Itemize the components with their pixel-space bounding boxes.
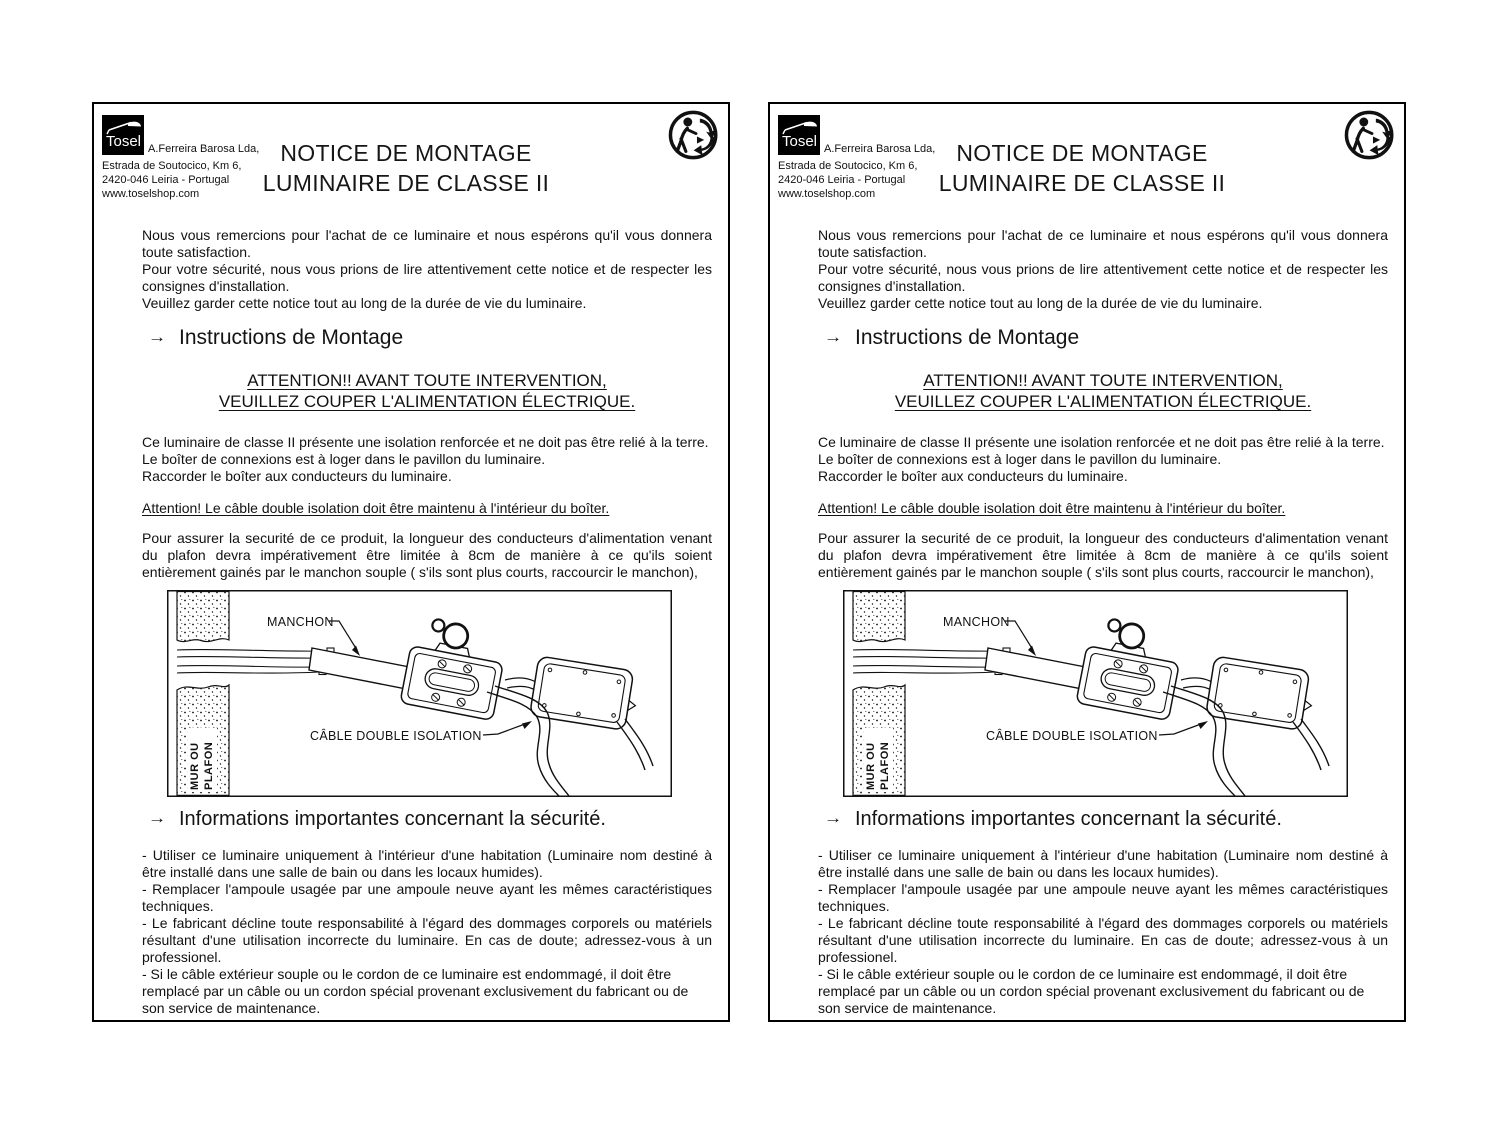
title-line-1: NOTICE DE MONTAGE bbox=[956, 140, 1208, 166]
safety-line: professionel. bbox=[818, 949, 898, 965]
intro-line: Pour votre sécurité, nous vous prions de lire attentivement cette notice et de respecter les bbox=[142, 261, 712, 277]
wall-label-line1: MUR OU bbox=[865, 742, 877, 790]
publisher-website: www.toselshop.com bbox=[778, 188, 876, 200]
intro-line: toute satisfaction. bbox=[142, 244, 251, 260]
arrow-icon: → bbox=[147, 329, 167, 346]
intro-line: Veuillez garder cette notice tout au long de la durée de vie du luminaire. bbox=[142, 295, 587, 311]
section-heading-text: Informations importantes concernant la sécurité. bbox=[179, 808, 606, 830]
montage-line: Le boîter de connexions est à loger dans le pavillon du luminaire. bbox=[142, 451, 546, 467]
title-line-2: LUMINAIRE DE CLASSE II bbox=[938, 170, 1226, 196]
sleeve-line: entièrement gainés par le manchon souple ( s'ils sont plus courts, raccourcir le manchon), bbox=[818, 564, 1374, 580]
safety-line: être installé dans une salle de bain ou dans les locaux humides). bbox=[818, 864, 1219, 880]
wall-section-upper bbox=[177, 592, 229, 642]
montage-line: Le boîter de connexions est à loger dans le pavillon du luminaire. bbox=[818, 451, 1222, 467]
address-line: Estrada de Soutocico, Km 6, bbox=[778, 160, 918, 172]
section-heading-text: Instructions de Montage bbox=[179, 326, 404, 349]
safety-line: son service de maintenance. bbox=[142, 1000, 321, 1016]
manchon-label: MANCHON bbox=[943, 615, 1010, 629]
warning-line: ATTENTION!! AVANT TOUTE INTERVENTION, bbox=[247, 371, 607, 390]
safety-line: - Si le câble extérieur souple ou le cordon de ce luminaire est endommagé, il doit être bbox=[818, 966, 1348, 982]
safety-line: - Le fabricant décline toute responsabilité à l'égard des dommages corporels ou matériels bbox=[818, 915, 1388, 931]
montage-line: Raccorder le boîter aux conducteurs du luminaire. bbox=[818, 468, 1128, 484]
installation-diagram bbox=[843, 590, 1348, 797]
section-safety-heading bbox=[825, 806, 1282, 832]
intro-line: toute satisfaction. bbox=[818, 244, 927, 260]
tosel-logo bbox=[102, 115, 144, 155]
section-heading-text: Informations importantes concernant la sécurité. bbox=[855, 808, 1282, 830]
warning-line: ATTENTION!! AVANT TOUTE INTERVENTION, bbox=[923, 371, 1283, 390]
arrow-icon: → bbox=[823, 329, 843, 346]
sleeve-line: Pour assurer la securité de ce produit, la longueur des conducteurs d'alimentation venant bbox=[142, 530, 712, 546]
page-title bbox=[830, 138, 1334, 198]
sleeve-paragraph bbox=[818, 530, 1388, 581]
montage-paragraph bbox=[818, 434, 1388, 485]
section-montage-heading bbox=[825, 325, 1079, 351]
intro-line: consignes d'installation. bbox=[818, 278, 966, 294]
sleeve-line: du plafon devra impérativement être limitée à 8cm de manière à ce qu'ils soient bbox=[142, 547, 712, 563]
safety-line: - Utiliser ce luminaire uniquement à l'intérieur d'une habitation (Luminaire nom destiné à bbox=[142, 847, 712, 863]
warning-line: VEUILLEZ COUPER L'ALIMENTATION ÉLECTRIQUE. bbox=[218, 392, 636, 411]
safety-line: remplacé par un câble ou un cordon spécial provenant exclusivement du fabricant ou de bbox=[142, 983, 689, 999]
address-line: Estrada de Soutocico, Km 6, bbox=[102, 160, 242, 172]
cable-attention-note: Attention! Le câble double isolation doit être maintenu à l'intérieur du boîter. bbox=[142, 500, 610, 516]
sleeve-line: Pour assurer la securité de ce produit, la longueur des conducteurs d'alimentation venant bbox=[818, 530, 1388, 546]
intro-paragraphs bbox=[818, 227, 1388, 312]
sleeve-line: entièrement gainés par le manchon souple ( s'ils sont plus courts, raccourcir le manchon), bbox=[142, 564, 698, 580]
triman-recycling-icon bbox=[1343, 108, 1401, 162]
safety-line: techniques. bbox=[818, 898, 890, 914]
section-safety-heading bbox=[149, 806, 606, 832]
safety-line: - Si le câble extérieur souple ou le cordon de ce luminaire est endommagé, il doit être bbox=[142, 966, 672, 982]
safety-line: techniques. bbox=[142, 898, 214, 914]
montage-line: Ce luminaire de classe II présente une isolation renforcée et ne doit pas être relié à la terre. bbox=[818, 434, 1385, 450]
wall-label-line2: PLAFON bbox=[879, 741, 891, 790]
wall-label-line2: PLAFON bbox=[203, 741, 215, 790]
safety-bullets bbox=[142, 847, 712, 1017]
safety-bullets bbox=[818, 847, 1388, 1017]
intro-line: Veuillez garder cette notice tout au long de la durée de vie du luminaire. bbox=[818, 295, 1263, 311]
logo-brand-text: Tosel bbox=[782, 133, 818, 150]
publisher-name: A.Ferreira Barosa Lda, bbox=[148, 143, 260, 155]
montage-line: Raccorder le boîter aux conducteurs du luminaire. bbox=[142, 468, 452, 484]
address-line: 2420-046 Leiria - Portugal bbox=[778, 174, 906, 186]
installation-diagram bbox=[167, 590, 672, 797]
arrow-icon: → bbox=[147, 810, 167, 827]
tosel-logo bbox=[778, 115, 820, 155]
logo-brand-text: Tosel bbox=[106, 133, 142, 150]
title-line-2: LUMINAIRE DE CLASSE II bbox=[262, 170, 550, 196]
safety-line: - Le fabricant décline toute responsabilité à l'égard des dommages corporels ou matériels bbox=[142, 915, 712, 931]
safety-line: - Utiliser ce luminaire uniquement à l'intérieur d'une habitation (Luminaire nom destiné à bbox=[818, 847, 1388, 863]
wall-label-line1: MUR OU bbox=[189, 742, 201, 790]
sleeve-line: du plafon devra impérativement être limitée à 8cm de manière à ce qu'ils soient bbox=[818, 547, 1388, 563]
power-warning bbox=[142, 370, 712, 412]
safety-line: - Remplacer l'ampoule usagée par une ampoule neuve ayant les mêmes caractéristiques bbox=[818, 881, 1388, 897]
wall-section-upper bbox=[853, 592, 905, 642]
pendant-lamp-icon bbox=[778, 115, 820, 155]
safety-line: - Remplacer l'ampoule usagée par une ampoule neuve ayant les mêmes caractéristiques bbox=[142, 881, 712, 897]
warning-line: VEUILLEZ COUPER L'ALIMENTATION ÉLECTRIQUE. bbox=[894, 392, 1312, 411]
manchon-label: MANCHON bbox=[267, 615, 334, 629]
safety-line: son service de maintenance. bbox=[818, 1000, 997, 1016]
notice-page-right bbox=[768, 102, 1406, 1022]
safety-line: résultant d'une utilisation incorrecte du luminaire. En cas de doute; adressez-vous à un bbox=[142, 932, 712, 948]
cable-label: CÂBLE DOUBLE ISOLATION bbox=[986, 729, 1158, 743]
intro-line: Nous vous remercions pour l'achat de ce luminaire et nous espérons qu'il vous donnera bbox=[142, 227, 712, 243]
title-line-1: NOTICE DE MONTAGE bbox=[280, 140, 532, 166]
intro-paragraphs bbox=[142, 227, 712, 312]
page-title bbox=[154, 138, 658, 198]
cable-attention-note: Attention! Le câble double isolation doit être maintenu à l'intérieur du boîter. bbox=[818, 500, 1286, 516]
address-line: 2420-046 Leiria - Portugal bbox=[102, 174, 230, 186]
publisher-website: www.toselshop.com bbox=[102, 188, 200, 200]
safety-line: être installé dans une salle de bain ou dans les locaux humides). bbox=[142, 864, 543, 880]
safety-line: remplacé par un câble ou un cordon spécial provenant exclusivement du fabricant ou de bbox=[818, 983, 1365, 999]
safety-line: professionel. bbox=[142, 949, 222, 965]
montage-line: Ce luminaire de classe II présente une isolation renforcée et ne doit pas être relié à la terre. bbox=[142, 434, 709, 450]
intro-line: consignes d'installation. bbox=[142, 278, 290, 294]
triman-recycling-icon bbox=[667, 108, 725, 162]
section-montage-heading bbox=[149, 325, 403, 351]
publisher-name: A.Ferreira Barosa Lda, bbox=[824, 143, 936, 155]
arrow-icon: → bbox=[823, 810, 843, 827]
safety-line: résultant d'une utilisation incorrecte du luminaire. En cas de doute; adressez-vous à un bbox=[818, 932, 1388, 948]
section-heading-text: Instructions de Montage bbox=[855, 326, 1080, 349]
sleeve-paragraph bbox=[142, 530, 712, 581]
intro-line: Nous vous remercions pour l'achat de ce luminaire et nous espérons qu'il vous donnera bbox=[818, 227, 1388, 243]
montage-paragraph bbox=[142, 434, 712, 485]
notice-page-left bbox=[92, 102, 730, 1022]
power-warning bbox=[818, 370, 1388, 412]
pendant-lamp-icon bbox=[102, 115, 144, 155]
intro-line: Pour votre sécurité, nous vous prions de lire attentivement cette notice et de respecter les bbox=[818, 261, 1388, 277]
cable-label: CÂBLE DOUBLE ISOLATION bbox=[310, 729, 482, 743]
